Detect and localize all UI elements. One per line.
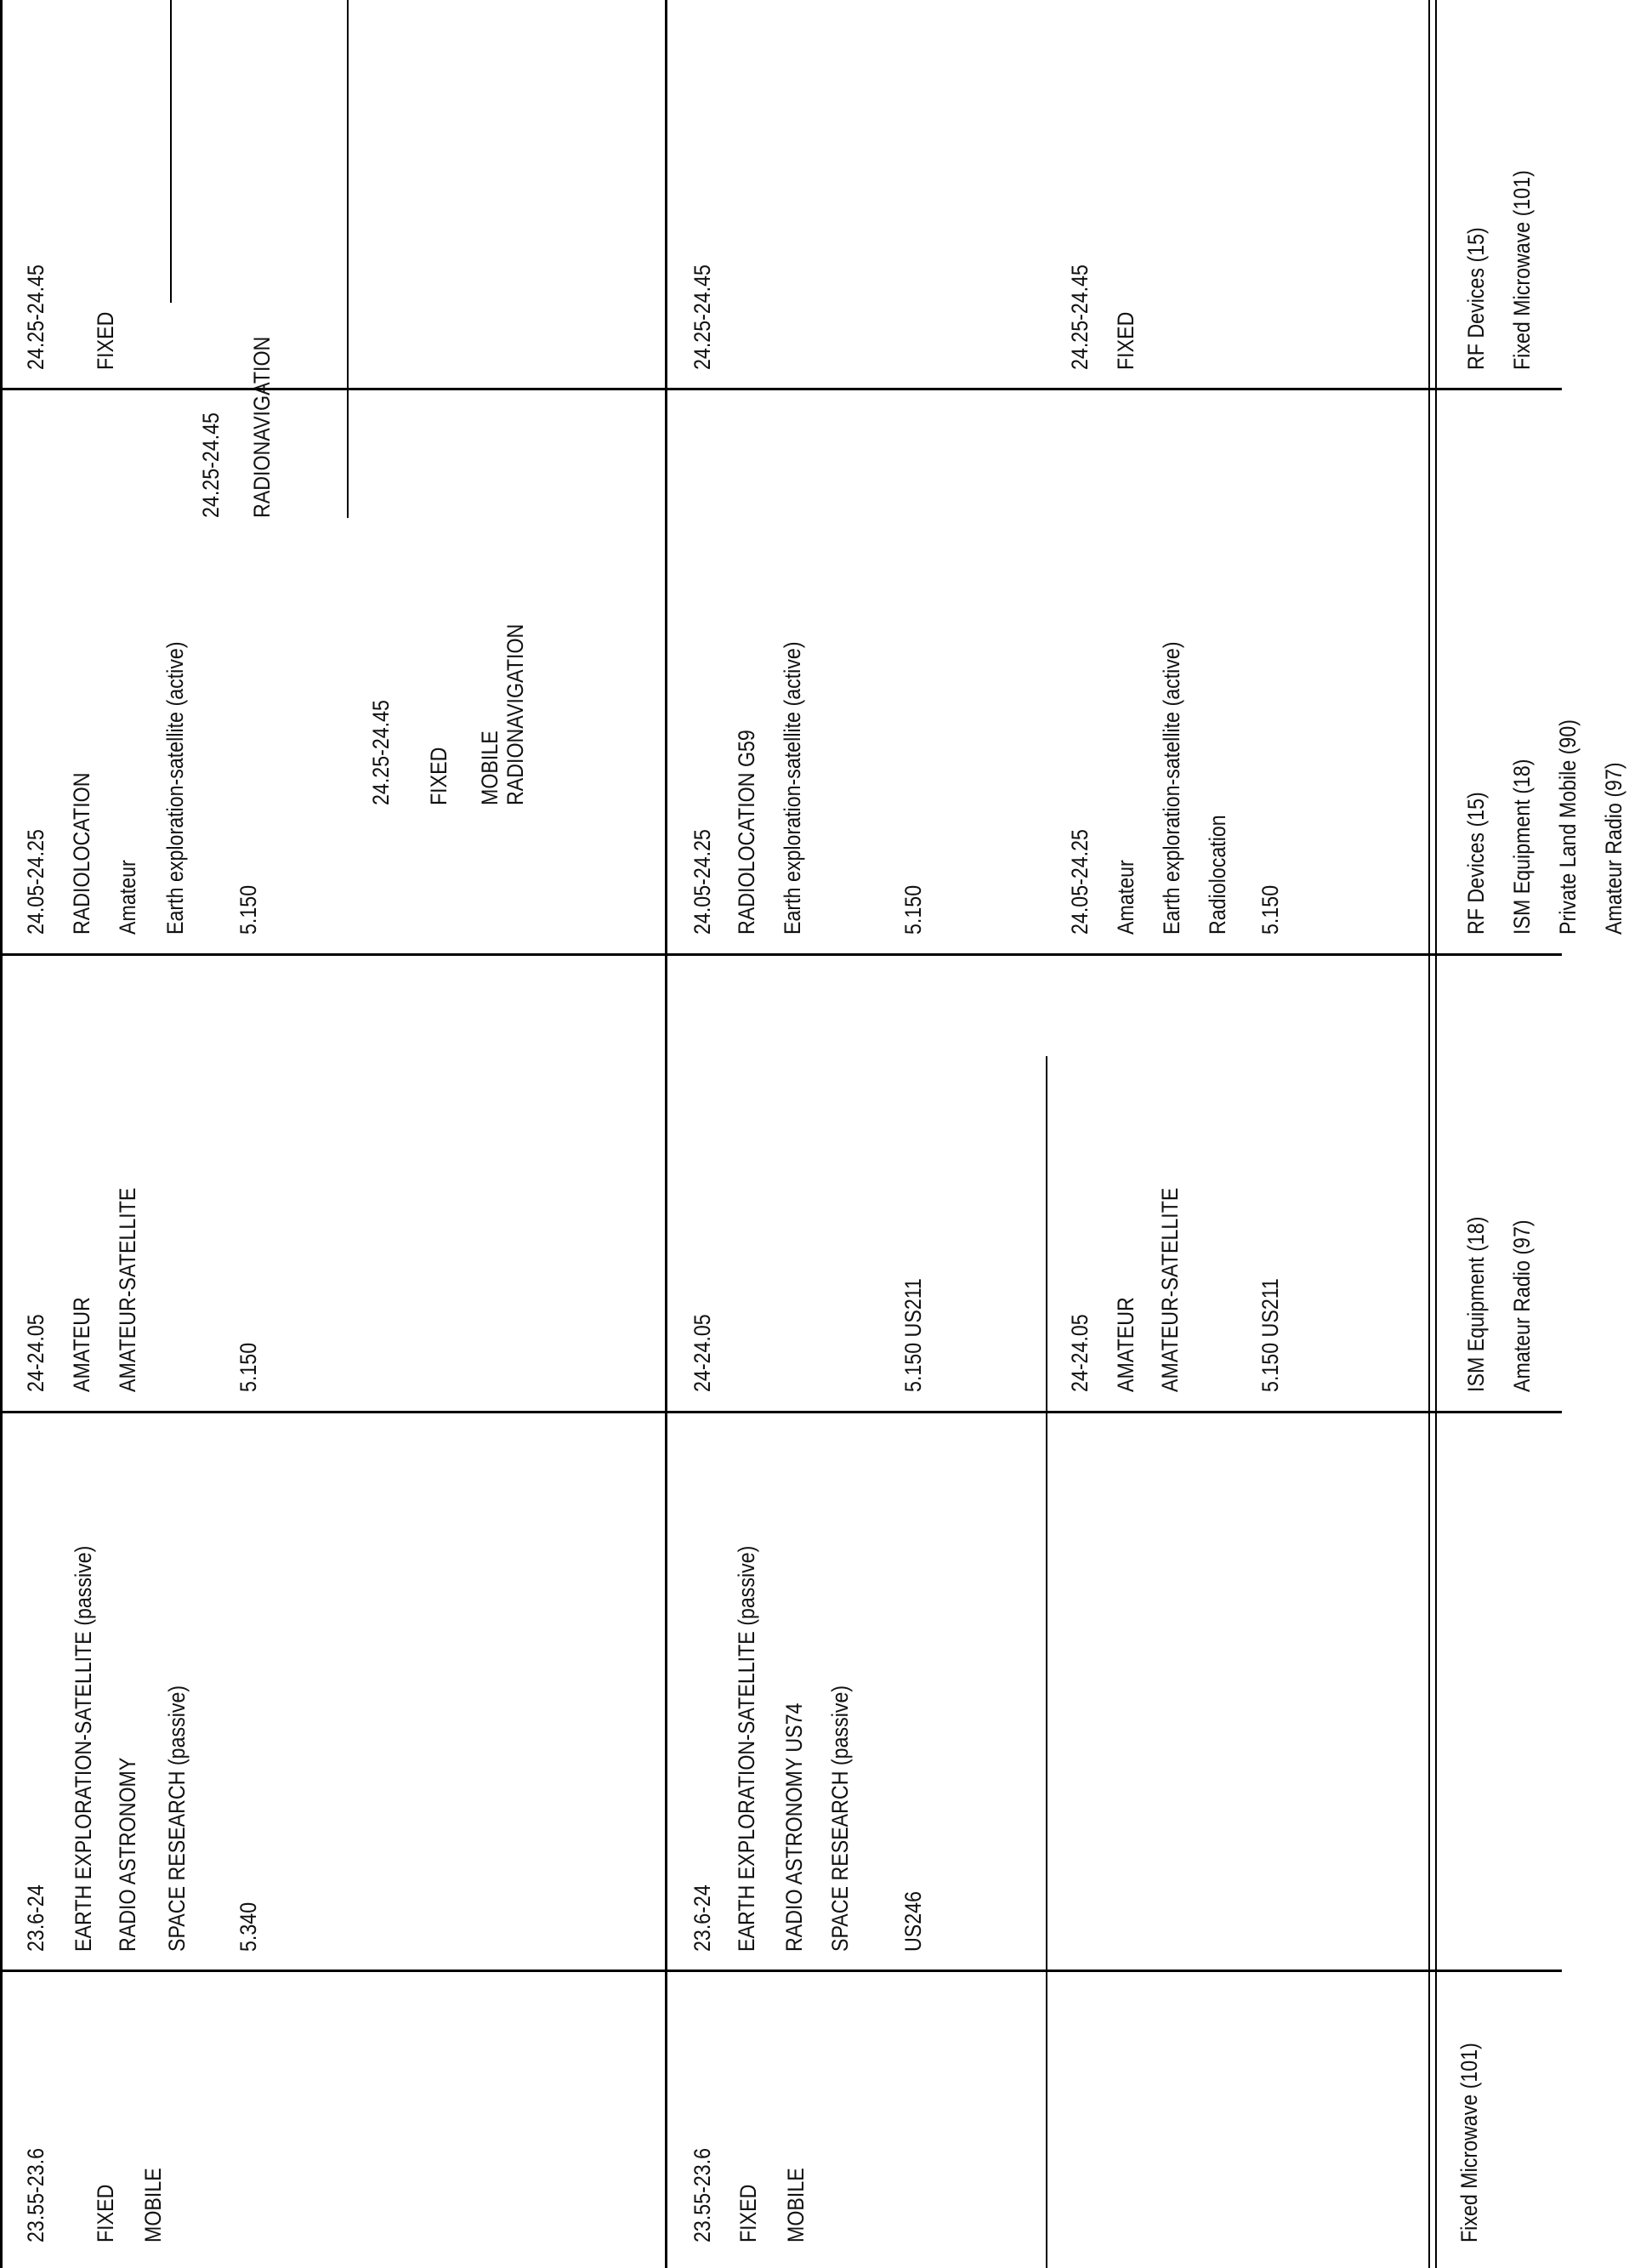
cell-text: 24.25-24.45 [690, 264, 715, 370]
cell-text: 5.150 [236, 1342, 261, 1392]
federal-nonfederal-divider [1046, 1056, 1047, 2268]
cell-text: 24.25-24.45 [1067, 264, 1093, 370]
cell-text: 24.25-24.45 [23, 264, 48, 370]
rules-column-divider-a [1428, 0, 1430, 2268]
row-divider-2 [0, 1411, 1562, 1413]
cell-text: FIXED [1113, 311, 1138, 370]
cell-text: Earth exploration-satellite (active) [1159, 641, 1184, 935]
cell-text: 24.05-24.25 [1067, 829, 1093, 935]
row-divider-3 [0, 953, 1562, 956]
cell-text: RADIOLOCATION [69, 772, 94, 935]
cell-text: Fixed Microwave (101) [1456, 2043, 1482, 2242]
cell-text: MOBILE [477, 730, 502, 805]
cell-text: Private Land Mobile (90) [1555, 719, 1581, 935]
row-divider-4 [0, 388, 1562, 390]
cell-text: FIXED [426, 747, 451, 805]
region2-column-divider [170, 0, 172, 303]
cell-text: 5.340 [236, 1901, 261, 1952]
cell-text: RADIONAVIGATION [249, 336, 275, 518]
cell-text: Fixed Microwave (101) [1509, 170, 1535, 370]
cell-text: MOBILE [783, 2168, 809, 2242]
cell-text: 5.150 [236, 884, 261, 935]
cell-text: MOBILE [140, 2168, 166, 2242]
cell-text: RADIO ASTRONOMY US74 [781, 1702, 807, 1952]
cell-text: Amateur [115, 860, 140, 935]
rules-column-divider-b [1435, 0, 1437, 2268]
cell-text: AMATEUR [1113, 1297, 1138, 1392]
cell-text: 23.55-23.6 [690, 2147, 715, 2242]
cell-text: 24.05-24.25 [23, 829, 48, 935]
cell-text: 24-24.05 [690, 1314, 715, 1392]
cell-text: 24-24.05 [23, 1314, 48, 1392]
cell-text: AMATEUR-SATELLITE [1157, 1187, 1183, 1392]
cell-text: 23.6-24 [23, 1884, 48, 1952]
cell-text: 24-24.05 [1067, 1314, 1093, 1392]
cell-text: Radiolocation [1205, 815, 1230, 935]
cell-text: RADIO ASTRONOMY [115, 1757, 140, 1952]
table-border-top [0, 0, 3, 2268]
cell-text: RADIONAVIGATION [502, 623, 528, 805]
cell-text: Amateur Radio (97) [1601, 762, 1626, 935]
cell-text: RF Devices (15) [1463, 792, 1489, 935]
cell-text: 5.150 US211 [900, 1278, 926, 1392]
cell-text: FIXED [93, 311, 118, 370]
international-federal-divider [665, 0, 667, 2268]
cell-text: US246 [900, 1890, 926, 1952]
cell-text: FIXED [735, 2184, 761, 2242]
row-divider-1 [0, 1970, 1562, 1972]
cell-text: Amateur [1113, 860, 1138, 935]
cell-text: SPACE RESEARCH (passive) [827, 1685, 853, 1952]
cell-text: FIXED [93, 2184, 118, 2242]
cell-text: Earth exploration-satellite (active) [162, 641, 188, 935]
cell-text: AMATEUR [69, 1297, 94, 1392]
cell-text: 5.150 [900, 884, 926, 935]
cell-text: Earth exploration-satellite (active) [780, 641, 805, 935]
cell-text: EARTH EXPLORATION-SATELLITE (passive) [734, 1545, 759, 1952]
cell-text: 24.05-24.25 [690, 829, 715, 935]
cell-text: ISM Equipment (18) [1463, 1216, 1489, 1392]
cell-text: 23.55-23.6 [23, 2147, 48, 2242]
cell-text: 23.6-24 [690, 1884, 715, 1952]
cell-text: 5.150 [1257, 884, 1283, 935]
cell-text: EARTH EXPLORATION-SATELLITE (passive) [71, 1545, 96, 1952]
cell-text: AMATEUR-SATELLITE [115, 1187, 140, 1392]
region3-column-divider [347, 0, 349, 518]
cell-text: 24.25-24.45 [198, 412, 224, 518]
cell-text: Amateur Radio (97) [1509, 1219, 1535, 1392]
cell-text: 5.150 US211 [1257, 1278, 1283, 1392]
cell-text: RF Devices (15) [1463, 227, 1489, 370]
cell-text: ISM Equipment (18) [1509, 759, 1535, 935]
cell-text: SPACE RESEARCH (passive) [164, 1685, 190, 1952]
cell-text: RADIOLOCATION G59 [734, 730, 759, 935]
cell-text: 24.25-24.45 [368, 700, 394, 805]
